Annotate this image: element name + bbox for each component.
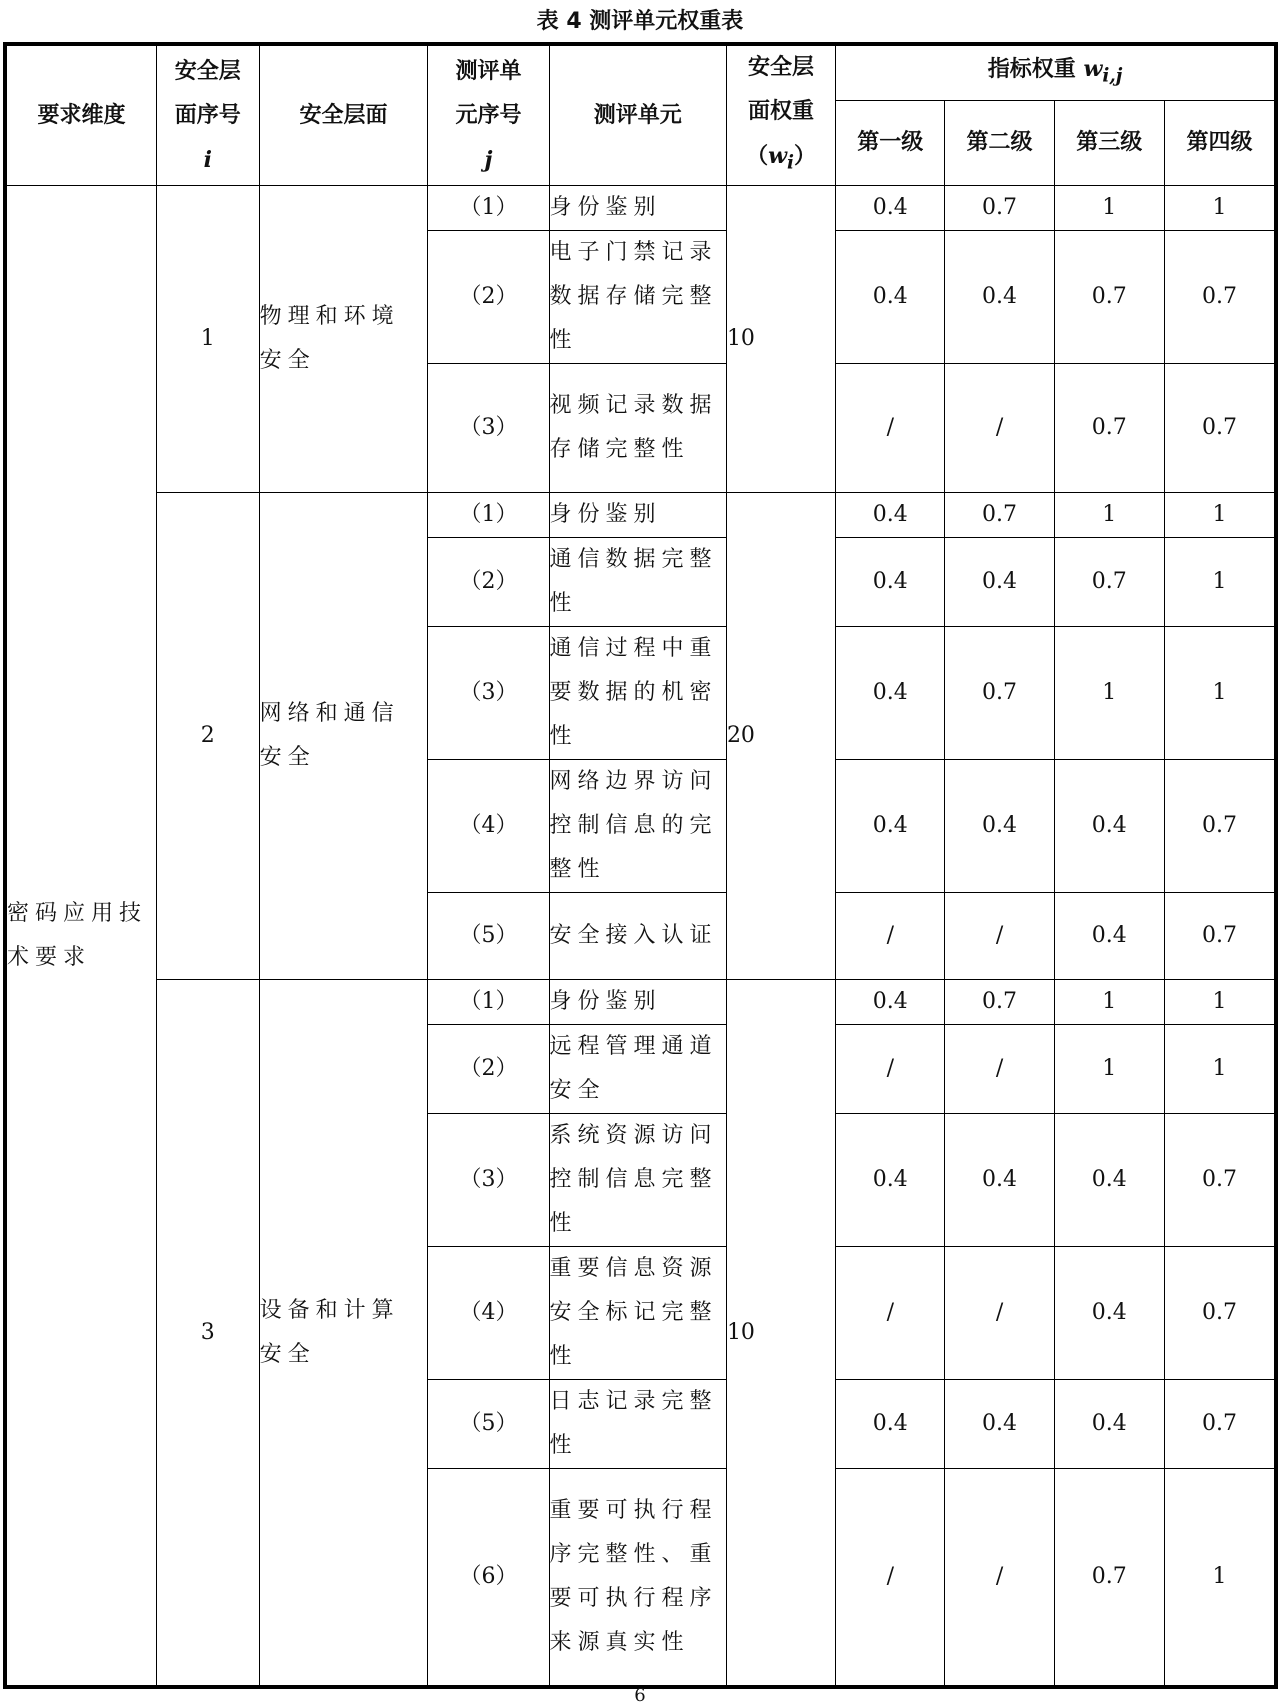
unit-no-cell: （1） (428, 493, 549, 538)
weight-cell-level-3: 0.7 (1054, 231, 1164, 364)
weight-cell-level-1: 0.4 (836, 980, 945, 1025)
header-level-3: 第三级 (1054, 101, 1164, 186)
header-dimension: 要求维度 (5, 44, 156, 186)
weight-cell-level-4: 0.7 (1164, 1247, 1276, 1380)
unit-cell: 重要信息资源安全标记完整性 (549, 1247, 726, 1380)
weight-cell-level-4: 1 (1164, 493, 1276, 538)
table-header (5, 44, 1276, 186)
unit-no-cell: （5） (428, 1380, 549, 1469)
header-unit: 测评单元 (549, 44, 726, 186)
table-row (5, 186, 1276, 231)
weight-cell-level-1: / (836, 1247, 945, 1380)
weight-cell-level-4: 1 (1164, 1469, 1276, 1688)
unit-cell: 远程管理通道安全 (549, 1025, 726, 1114)
unit-cell: 通信数据完整性 (549, 538, 726, 627)
unit-cell: 网络边界访问控制信息的完整性 (549, 760, 726, 893)
weight-cell-level-2: 0.4 (945, 231, 1054, 364)
unit-no-cell: （4） (428, 1247, 549, 1380)
table-caption: 表 4 测评单元权重表 (536, 9, 744, 34)
table-body (5, 186, 1276, 1688)
weight-cell-level-3: 0.4 (1054, 1247, 1164, 1380)
table-row (5, 980, 1276, 1025)
weight-cell-level-1: 0.4 (836, 760, 945, 893)
unit-cell: 视频记录数据存储完整性 (549, 364, 726, 493)
weight-cell-level-3: 0.4 (1054, 893, 1164, 980)
weight-cell-level-3: 0.4 (1054, 760, 1164, 893)
weight-cell-level-3: 1 (1054, 980, 1164, 1025)
unit-no-cell: （2） (428, 231, 549, 364)
header-layer-no: 安全层 面序号 i (156, 44, 259, 186)
layer-weight-cell: 10 (726, 186, 835, 493)
unit-cell: 重要可执行程序完整性、重要可执行程序来源真实性 (549, 1469, 726, 1688)
unit-cell: 日志记录完整性 (549, 1380, 726, 1469)
layer-weight-cell: 20 (726, 493, 835, 980)
weight-cell-level-2: / (945, 364, 1054, 493)
weight-cell-level-2: / (945, 1247, 1054, 1380)
weight-cell-level-4: 0.7 (1164, 893, 1276, 980)
weight-cell-level-4: 1 (1164, 627, 1276, 760)
weight-cell-level-4: 0.7 (1164, 760, 1276, 893)
weight-cell-level-1: 0.4 (836, 186, 945, 231)
layer-weight-cell: 10 (726, 980, 835, 1688)
unit-no-cell: （3） (428, 627, 549, 760)
layer-no-cell: 1 (156, 186, 259, 493)
weight-cell-level-2: 0.7 (945, 186, 1054, 231)
weight-cell-level-2: / (945, 1469, 1054, 1688)
unit-cell: 系统资源访问控制信息完整性 (549, 1114, 726, 1247)
weight-cell-level-2: / (945, 893, 1054, 980)
unit-no-cell: （4） (428, 760, 549, 893)
unit-no-cell: （1） (428, 186, 549, 231)
unit-no-cell: （5） (428, 893, 549, 980)
layer-cell: 网络和通信安全 (259, 493, 428, 980)
weight-cell-level-3: 1 (1054, 1025, 1164, 1114)
weight-cell-level-1: / (836, 1025, 945, 1114)
weight-cell-level-3: 1 (1054, 627, 1164, 760)
weight-cell-level-1: 0.4 (836, 1114, 945, 1247)
weight-cell-level-2: 0.4 (945, 538, 1054, 627)
weights-table (3, 42, 1278, 1689)
weight-cell-level-2: 0.4 (945, 1114, 1054, 1247)
layer-no-cell: 3 (156, 980, 259, 1688)
unit-cell: 电子门禁记录数据存储完整性 (549, 231, 726, 364)
header-index-weight: 指标权重 $w_{i,j}$ (836, 44, 1276, 101)
weight-cell-level-2: 0.4 (945, 760, 1054, 893)
weight-cell-level-2: 0.7 (945, 493, 1054, 538)
weight-cell-level-3: 0.7 (1054, 538, 1164, 627)
unit-cell: 身份鉴别 (549, 493, 726, 538)
unit-cell: 身份鉴别 (549, 980, 726, 1025)
weight-cell-level-4: 0.7 (1164, 1114, 1276, 1247)
weight-cell-level-4: 0.7 (1164, 1380, 1276, 1469)
header-layer-weight: 安全层 面权重 $(w_i)$ (726, 44, 835, 186)
dimension-cell: 密码应用技术要求 (5, 186, 156, 1688)
unit-no-cell: （3） (428, 1114, 549, 1247)
header-level-2: 第二级 (945, 101, 1054, 186)
weight-cell-level-4: 1 (1164, 186, 1276, 231)
weight-cell-level-1: 0.4 (836, 627, 945, 760)
header-level-1: 第一级 (836, 101, 945, 186)
unit-no-cell: （3） (428, 364, 549, 493)
weight-cell-level-2: 0.7 (945, 627, 1054, 760)
weight-cell-level-4: 1 (1164, 538, 1276, 627)
weight-cell-level-2: / (945, 1025, 1054, 1114)
table-row (5, 493, 1276, 538)
weight-cell-level-1: 0.4 (836, 231, 945, 364)
unit-cell: 通信过程中重要数据的机密性 (549, 627, 726, 760)
weight-cell-level-1: 0.4 (836, 1380, 945, 1469)
layer-cell: 设备和计算安全 (259, 980, 428, 1688)
weight-cell-level-3: 0.4 (1054, 1380, 1164, 1469)
weight-cell-level-2: 0.4 (945, 1380, 1054, 1469)
unit-no-cell: （2） (428, 538, 549, 627)
layer-no-cell: 2 (156, 493, 259, 980)
weight-cell-level-4: 1 (1164, 1025, 1276, 1114)
weight-cell-level-1: 0.4 (836, 538, 945, 627)
page-number: 6 (634, 1685, 646, 1706)
weight-cell-level-4: 0.7 (1164, 364, 1276, 493)
unit-no-cell: （1） (428, 980, 549, 1025)
weight-cell-level-4: 1 (1164, 980, 1276, 1025)
unit-no-cell: （2） (428, 1025, 549, 1114)
weight-cell-level-3: 0.7 (1054, 364, 1164, 493)
header-layer: 安全层面 (259, 44, 428, 186)
unit-cell: 身份鉴别 (549, 186, 726, 231)
weight-cell-level-3: 0.7 (1054, 1469, 1164, 1688)
weight-cell-level-1: / (836, 893, 945, 980)
weight-cell-level-3: 1 (1054, 493, 1164, 538)
header-level-4: 第四级 (1164, 101, 1276, 186)
weight-cell-level-1: 0.4 (836, 493, 945, 538)
weight-cell-level-2: 0.7 (945, 980, 1054, 1025)
unit-no-cell: （6） (428, 1469, 549, 1688)
weight-cell-level-3: 1 (1054, 186, 1164, 231)
weight-cell-level-1: / (836, 1469, 945, 1688)
header-unit-no: 测评单 元序号 j (428, 44, 549, 186)
layer-cell: 物理和环境安全 (259, 186, 428, 493)
weight-cell-level-3: 0.4 (1054, 1114, 1164, 1247)
unit-cell: 安全接入认证 (549, 893, 726, 980)
weight-cell-level-1: / (836, 364, 945, 493)
weight-cell-level-4: 0.7 (1164, 231, 1276, 364)
